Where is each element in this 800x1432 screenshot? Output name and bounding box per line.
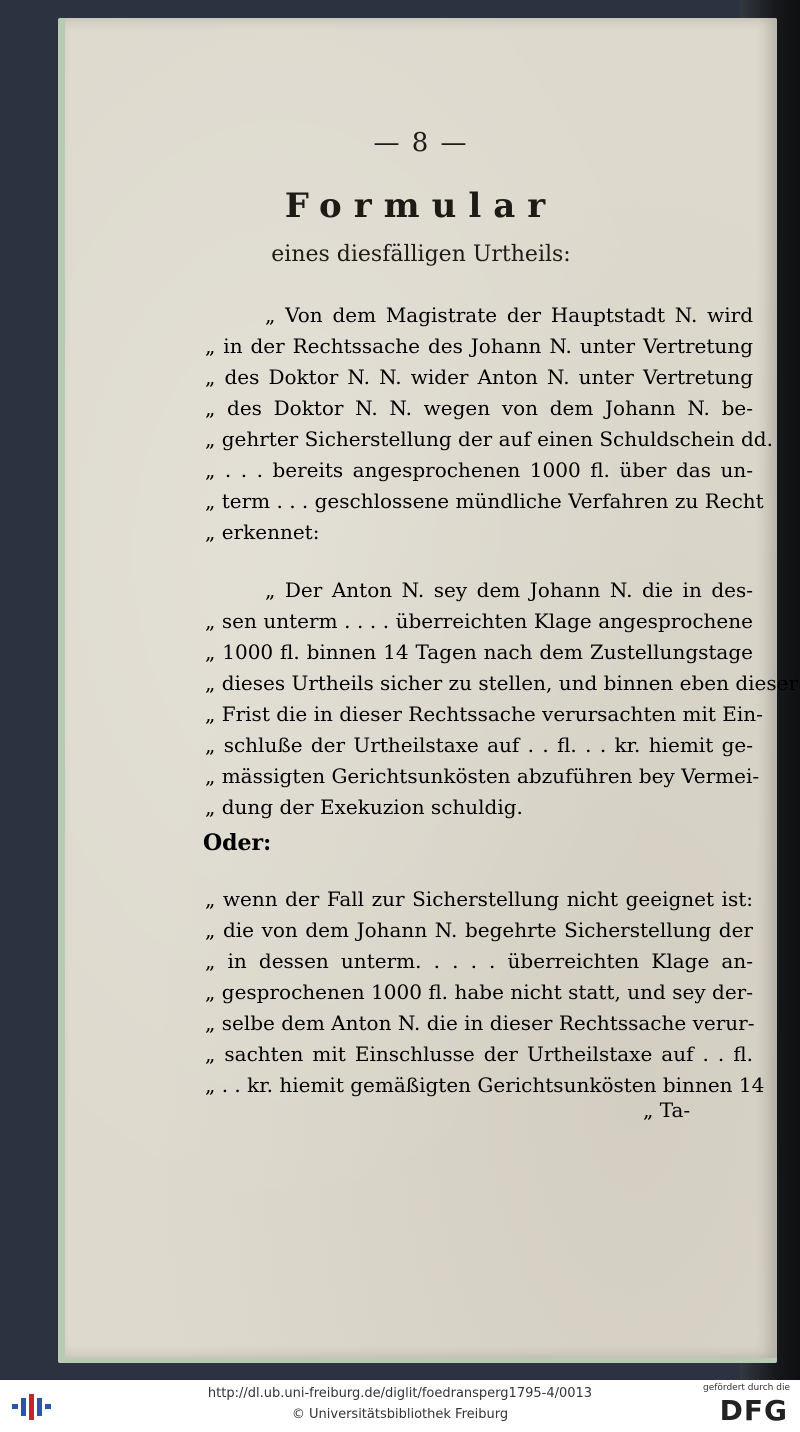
- text-line: „ Frist die in dieser Rechtssache verursachten mit Ein-: [205, 702, 763, 726]
- text-line: „ des Doktor N. N. wider Anton N. unter Vertretung: [205, 365, 753, 389]
- copyright-notice: © Universitätsbibliothek Freiburg: [291, 1407, 509, 1422]
- text-line: „ sachten mit Einschlusse der Urtheilstaxe auf . . fl.: [205, 1042, 753, 1066]
- text-line: „ term . . . geschlossene mündliche Verfahren zu Recht: [205, 489, 764, 513]
- text-line: „ Von dem Magistrate der Hauptstadt N. wird: [265, 303, 753, 327]
- text-line: „ . . . bereits angesprochenen 1000 fl. über das un-: [205, 458, 753, 482]
- text-line: „ 1000 fl. binnen 14 Tagen nach dem Zustellungstage: [205, 640, 753, 664]
- permalink-url[interactable]: http://dl.ub.uni-freiburg.de/diglit/foedransperg1795-4/0013: [207, 1386, 593, 1401]
- text-line: „ gehrter Sicherstellung der auf einen Schuldschein dd.: [205, 427, 773, 451]
- text-line: „ Der Anton N. sey dem Johann N. die in des-: [265, 578, 753, 602]
- text-line: „ dung der Exekuzion schuldig.: [205, 795, 523, 819]
- page-subtitle: eines diesfälligen Urtheils:: [271, 242, 571, 267]
- text-line: „ mässigten Gerichtsunkösten abzuführen bey Vermei-: [205, 764, 760, 788]
- text-line: „ . . kr. hiemit gemäßigten Gerichtsunkösten binnen 14: [205, 1073, 765, 1097]
- book-page: [58, 18, 799, 1363]
- dfg-logo: DFG: [719, 1394, 788, 1427]
- text-line: „ in der Rechtssache des Johann N. unter Vertretung: [205, 334, 753, 358]
- oder-heading: Oder:: [203, 830, 272, 856]
- text-line: „ die von dem Johann N. begehrte Sicherstellung der: [205, 918, 753, 942]
- funding-label: gefördert durch die: [703, 1383, 790, 1393]
- text-line: „ erkennet:: [205, 520, 320, 544]
- text-line: „ sen unterm . . . . überreichten Klage angesprochene: [205, 609, 753, 633]
- viewer-footer: [0, 1380, 800, 1432]
- catchword: „ Ta-: [643, 1098, 691, 1122]
- text-line: „ selbe dem Anton N. die in dieser Rechtssache verur-: [205, 1011, 755, 1035]
- page-number: — 8 —: [373, 128, 469, 158]
- text-line: „ gesprochenen 1000 fl. habe nicht statt, und sey der-: [205, 980, 753, 1004]
- text-line: „ schluße der Urtheilstaxe auf . . fl. . . kr. hiemit ge-: [205, 733, 753, 757]
- text-line: „ dieses Urtheils sicher zu stellen, und binnen eben dieser: [205, 671, 799, 695]
- text-line: „ wenn der Fall zur Sicherstellung nicht geeignet ist:: [205, 887, 753, 911]
- page-title: Formular: [284, 186, 558, 226]
- text-line: „ des Doktor N. N. wegen von dem Johann N. be-: [205, 396, 753, 420]
- text-line: „ in dessen unterm. . . . . überreichten Klage an-: [205, 949, 753, 973]
